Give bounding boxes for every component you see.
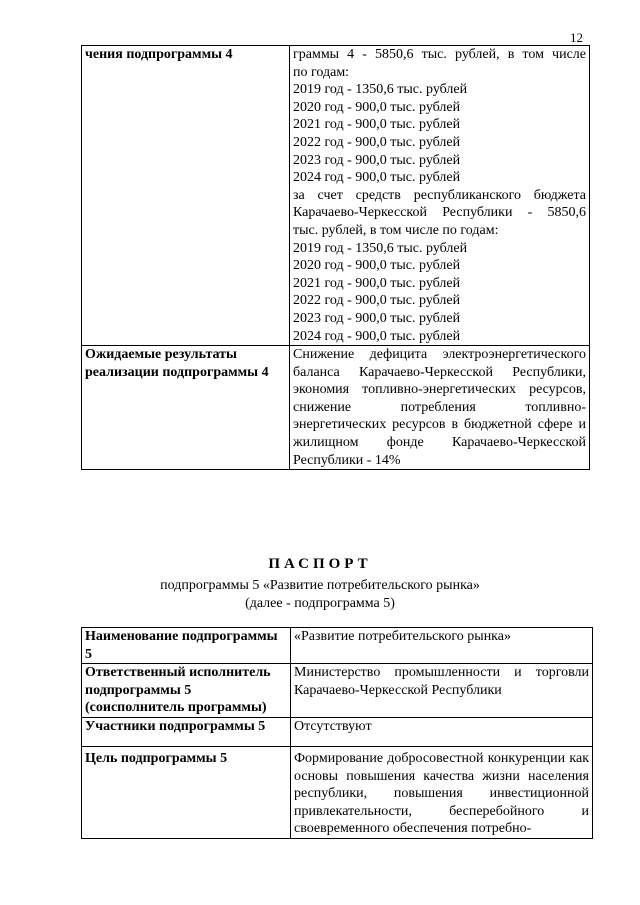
expected-results-label: Ожидаемые результаты реализации подпрограммы 4	[82, 346, 290, 470]
goal-label: Цель подпрограммы 5	[82, 746, 291, 838]
name-label: Наименование подпрограммы 5	[82, 628, 291, 664]
passport-subtitle: подпрограммы 5 «Развитие потребительского рынка»	[160, 578, 480, 593]
funding-line: 2023 год - 900,0 тыс. рублей	[293, 310, 461, 326]
funding-line: Карачаево-Черкесской Республики - 5850,6	[293, 205, 586, 221]
funding-value	[290, 46, 590, 346]
table-row	[82, 346, 590, 470]
funding-line: 2022 год - 900,0 тыс. рублей	[293, 134, 461, 150]
funding-line: за счет средств республиканского бюджета	[293, 187, 586, 203]
participants-value: Отсутствуют	[291, 717, 593, 746]
subprogram-4-table	[81, 45, 590, 470]
participants-label: Участники подпрограммы 5	[82, 717, 291, 746]
funding-line: 2023 год - 900,0 тыс. рублей	[293, 152, 461, 168]
passport-note: (далее - подпрограмма 5)	[245, 596, 395, 611]
table-row	[82, 746, 593, 838]
funding-line: 2021 год - 900,0 тыс. рублей	[293, 275, 461, 291]
goal-value: Формирование добросовестной конкуренции как основы повышения качества жизни населения республики, повышения инвестиционной привлекательности, бесперебойного и своевременного обеспечения потребно-	[291, 746, 593, 838]
table-row	[82, 664, 593, 718]
funding-line: 2020 год - 900,0 тыс. рублей	[293, 99, 461, 115]
table-row	[82, 46, 590, 346]
page-number: 12	[570, 30, 583, 45]
passport-title: ПАСПОРТ	[268, 556, 372, 572]
executor-label: Ответственный исполнитель подпрограммы 5 (соисполнитель программы)	[82, 664, 291, 718]
funding-line: 2022 год - 900,0 тыс. рублей	[293, 293, 461, 309]
executor-value: Министерство промышленности и торговли Карачаево-Черкесской Республики	[291, 664, 593, 718]
funding-line: 2021 год - 900,0 тыс. рублей	[293, 117, 461, 133]
table-row	[82, 628, 593, 664]
funding-line: 2019 год - 1350,6 тыс. рублей	[293, 240, 468, 256]
funding-line: 2024 год - 900,0 тыс. рублей	[293, 170, 461, 186]
name-value: «Развитие потребительского рынка»	[291, 628, 593, 664]
table-row	[82, 717, 593, 746]
expected-results-value: Снижение дефицита электроэнергетического баланса Карачаево-Черкесской Республики, экономия топливно-энергетических ресурсов, снижение потребления топливно-энергетических ресурсов в бюджетной сфере и жилищном фонде Карачаево-Черкесской Республики - 14%	[290, 346, 590, 470]
funding-line: 2024 год - 900,0 тыс. рублей	[293, 328, 461, 344]
subprogram-5-passport-table	[81, 627, 593, 839]
funding-line: 2020 год - 900,0 тыс. рублей	[293, 258, 461, 274]
funding-label: чения подпрограммы 4	[82, 46, 290, 346]
funding-line: тыс. рублей, в том числе по годам:	[293, 222, 499, 238]
funding-line: по годам:	[293, 64, 350, 80]
funding-line: граммы 4 - 5850,6 тыс. рублей, в том числе	[293, 47, 586, 62]
funding-line: 2019 год - 1350,6 тыс. рублей	[293, 82, 468, 98]
